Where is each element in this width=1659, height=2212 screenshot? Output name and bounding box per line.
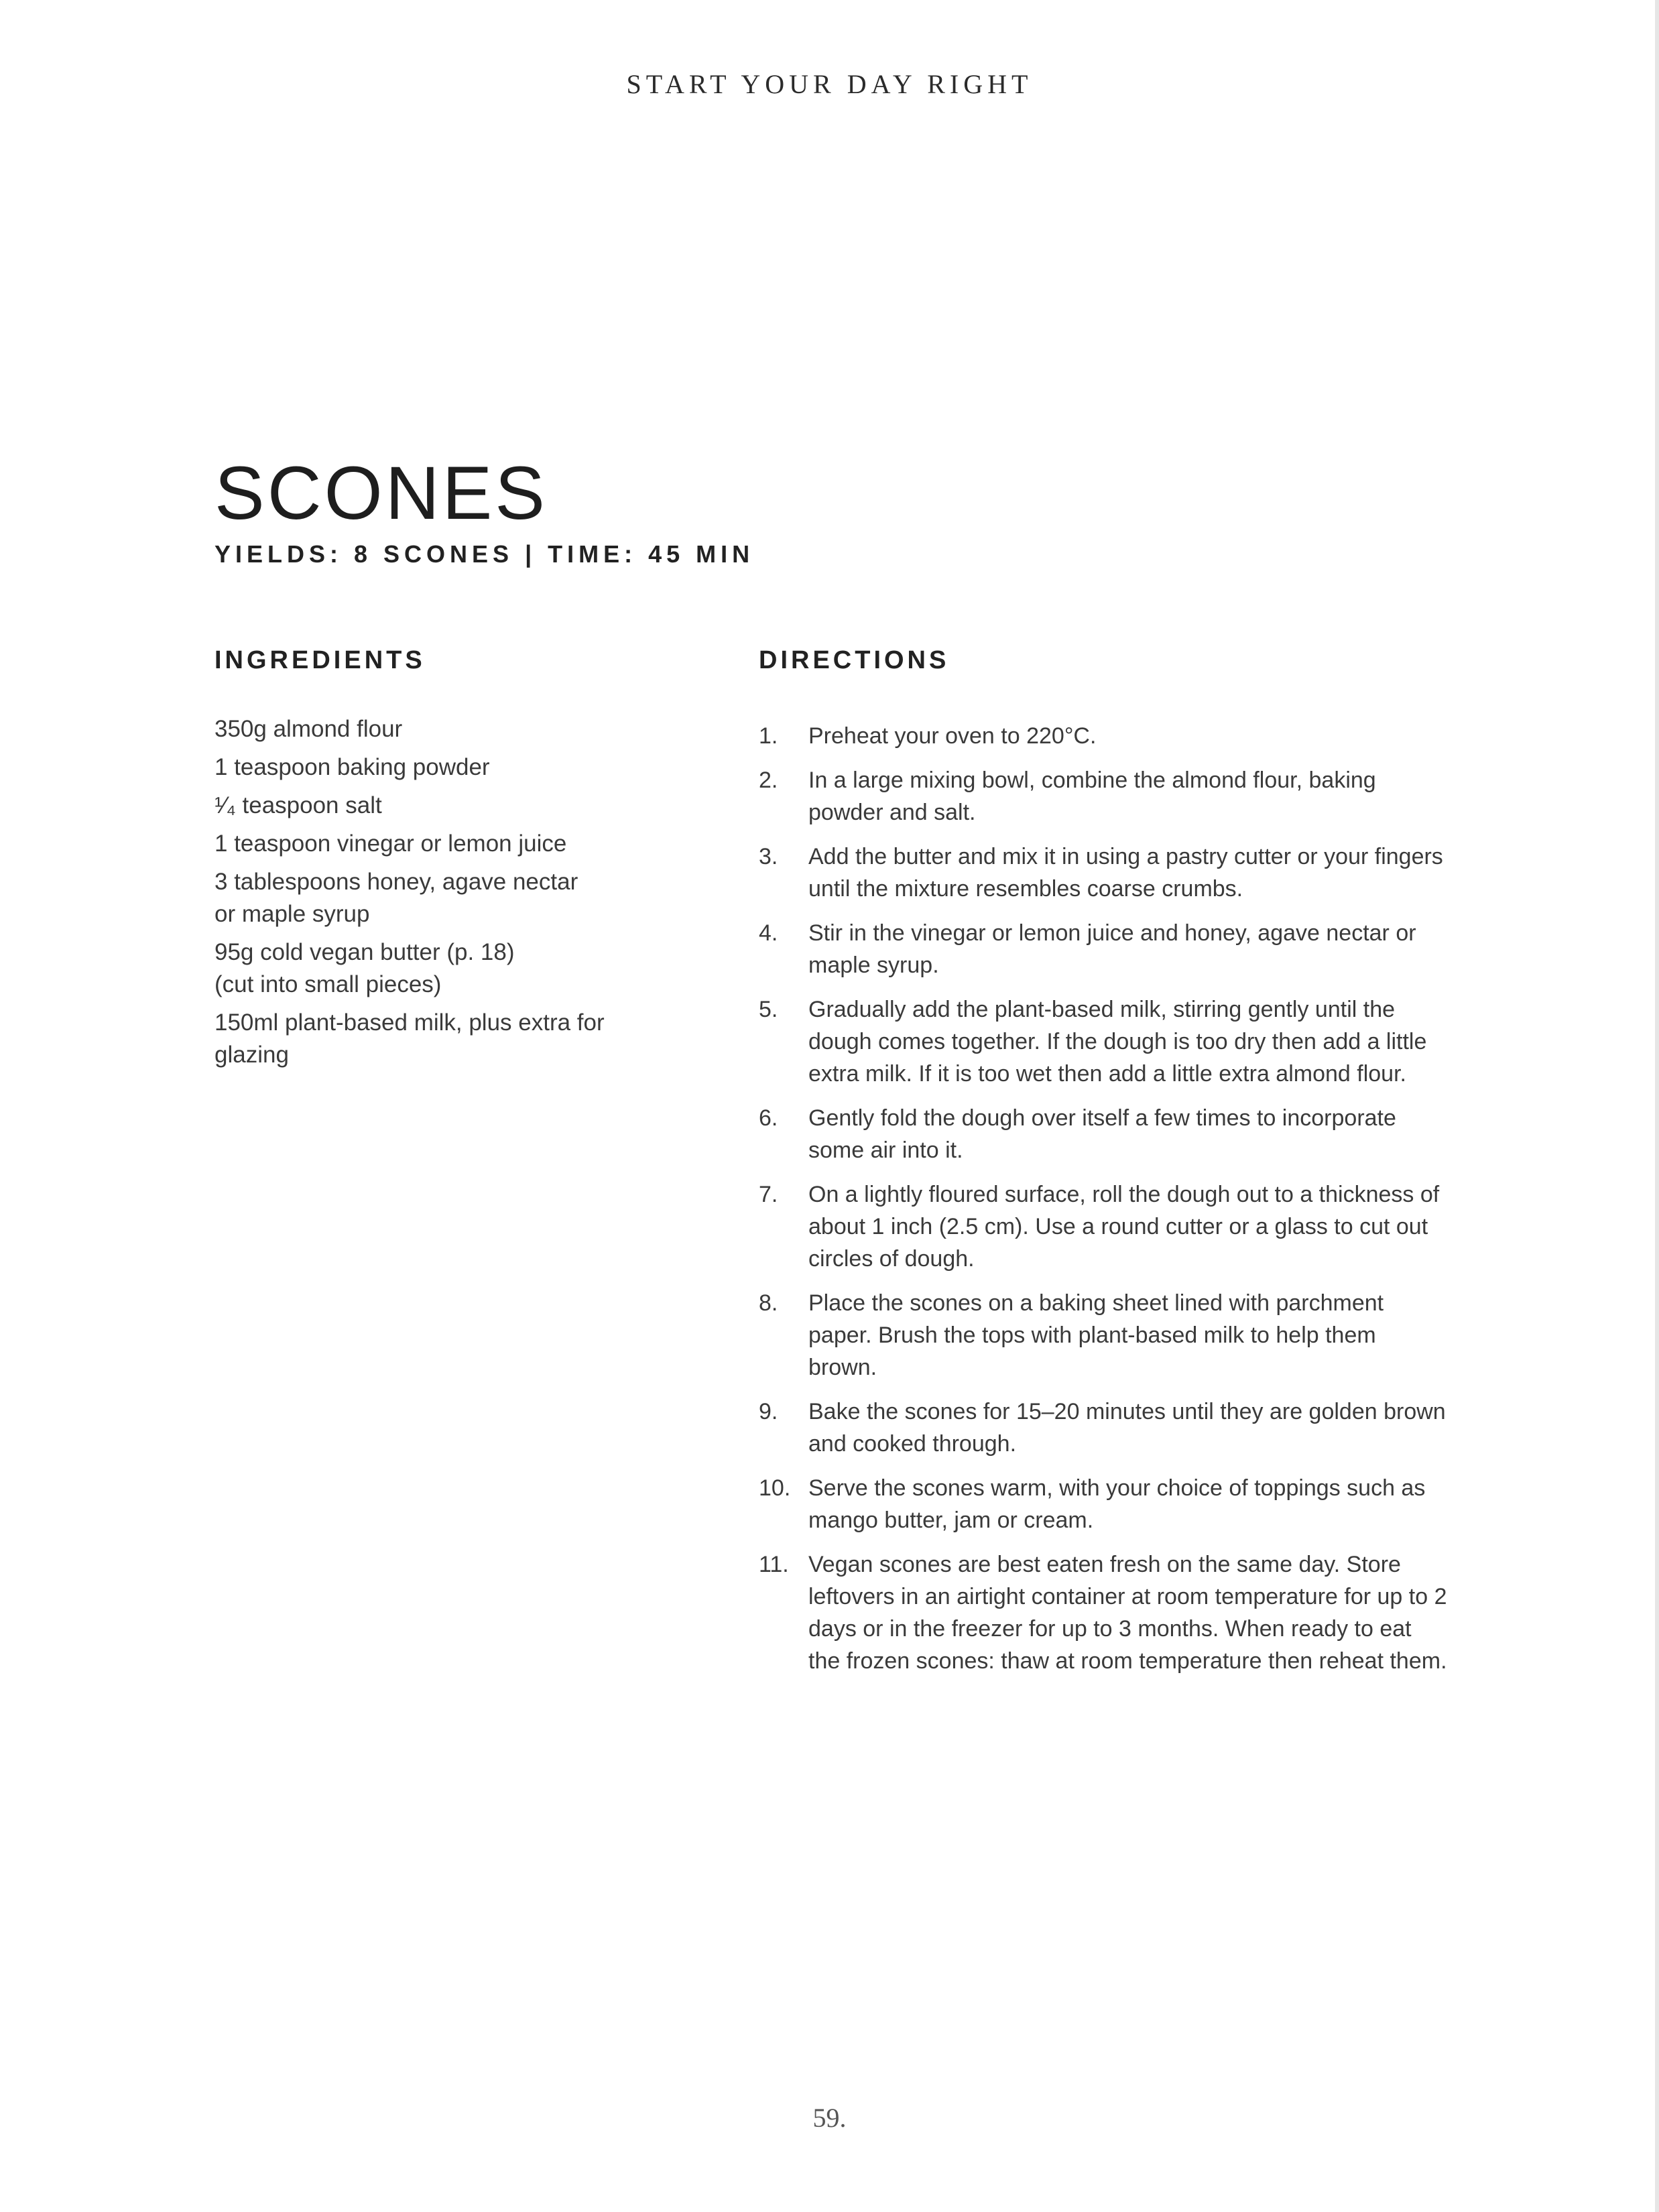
step-number: 3. — [759, 844, 778, 869]
ingredient-item: 1 teaspoon baking powder — [214, 754, 490, 780]
direction-step — [759, 1102, 1449, 1166]
step-number: 11. — [759, 1552, 789, 1577]
ingredient-item: 3 tablespoons honey, agave nectar or maple syrup — [214, 869, 578, 927]
ingredient-item: 150ml plant-based milk, plus extra for glazing — [214, 1009, 605, 1068]
ingredient-item: 1 teaspoon vinegar or lemon juice — [214, 831, 567, 857]
step-text: Add the butter and mix it in using a pastry cutter or your fingers until the mixture resembles coarse crumbs. — [808, 844, 1443, 902]
direction-step — [759, 993, 1449, 1090]
step-text: Stir in the vinegar or lemon juice and honey, agave nectar or maple syrup. — [808, 920, 1416, 978]
ingredient-item: 95g cold vegan butter (p. 18) (cut into small pieces) — [214, 939, 515, 997]
page-edge — [1655, 0, 1659, 2212]
direction-step — [759, 764, 1449, 828]
recipe-title: SCONES — [214, 451, 548, 535]
step-text: In a large mixing bowl, combine the almond flour, baking powder and salt. — [808, 767, 1376, 825]
step-number: 6. — [759, 1105, 778, 1131]
step-number: 8. — [759, 1290, 778, 1316]
step-number: 5. — [759, 997, 778, 1022]
direction-step — [759, 841, 1449, 905]
step-number: 9. — [759, 1399, 778, 1424]
recipe-meta: YIELDS: 8 SCONES | TIME: 45 MIN — [214, 540, 755, 568]
running-head: START YOUR DAY RIGHT — [626, 69, 1033, 99]
step-text: Place the scones on a baking sheet lined with parchment paper. Brush the tops with plant-based milk to help them brown. — [808, 1290, 1384, 1380]
step-text: Preheat your oven to 220°C. — [808, 723, 1097, 749]
ingredients-heading: INGREDIENTS — [214, 646, 426, 674]
step-text: Vegan scones are best eaten fresh on the same day. Store leftovers in an airtight container at room temperature for up to 2 days or in the freezer for up to 3 months. When ready to eat the frozen scones: thaw at room temperature then reheat them. — [808, 1552, 1447, 1674]
direction-step — [759, 720, 1449, 752]
direction-step — [759, 1396, 1449, 1460]
direction-step — [759, 1472, 1449, 1536]
step-text: Bake the scones for 15–20 minutes until they are golden brown and cooked through. — [808, 1399, 1446, 1457]
direction-step — [759, 1548, 1449, 1677]
ingredients-list — [214, 713, 630, 1077]
step-text: Serve the scones warm, with your choice of toppings such as mango butter, jam or cream. — [808, 1475, 1426, 1533]
step-number: 10. — [759, 1475, 791, 1501]
direction-step — [759, 1178, 1449, 1275]
directions-heading: DIRECTIONS — [759, 646, 950, 674]
step-number: 7. — [759, 1182, 778, 1207]
step-number: 1. — [759, 723, 778, 749]
step-number: 2. — [759, 767, 778, 793]
step-text: Gradually add the plant-based milk, stirring gently until the dough comes together. If the dough is too dry then add a little extra milk. If it is too wet then add a little extra almond flour. — [808, 997, 1427, 1087]
direction-step — [759, 917, 1449, 981]
page-number: 59. — [812, 2103, 847, 2133]
step-number: 4. — [759, 920, 778, 946]
step-text: Gently fold the dough over itself a few times to incorporate some air into it. — [808, 1105, 1396, 1163]
step-text: On a lightly floured surface, roll the dough out to a thickness of about 1 inch (2.5 cm). Use a round cutter or a glass to cut out circles of dough. — [808, 1182, 1440, 1272]
ingredient-item: ¹⁄₄ teaspoon salt — [214, 792, 382, 818]
direction-step — [759, 1287, 1449, 1384]
directions-list — [759, 720, 1449, 1689]
ingredient-item: 350g almond flour — [214, 716, 403, 742]
